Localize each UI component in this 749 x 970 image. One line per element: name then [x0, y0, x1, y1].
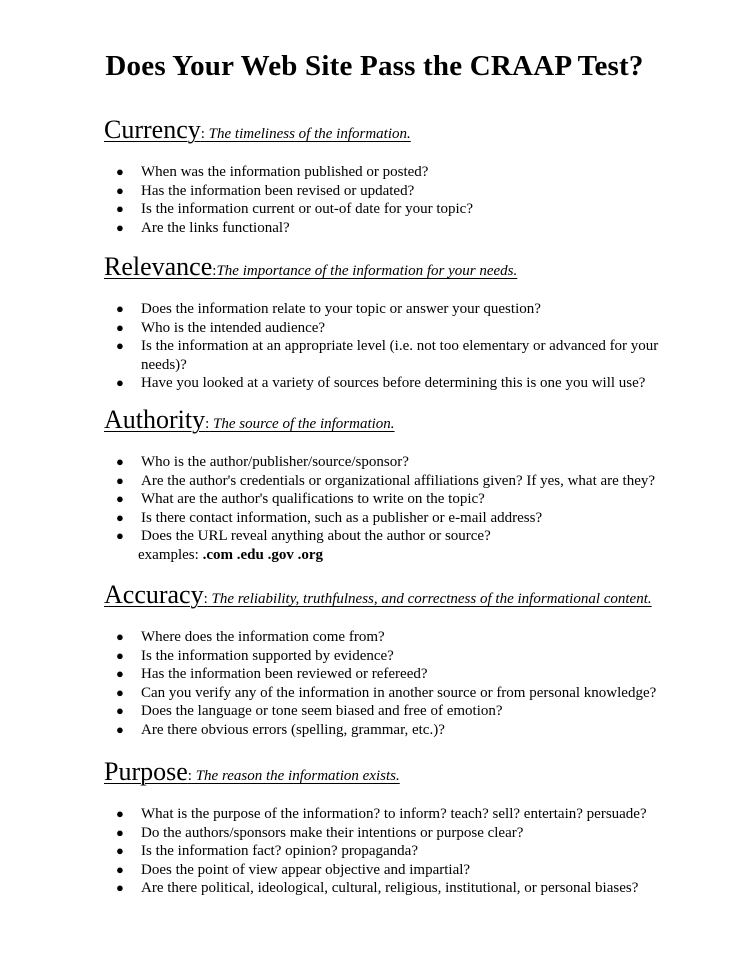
item-text: Are there political, ideological, cultural, religious, institutional, or personal biases? — [141, 880, 639, 896]
list-item — [104, 647, 684, 666]
examples-label: examples: — [138, 546, 203, 563]
bullet-icon: ● — [116, 164, 124, 179]
section-heading — [104, 115, 684, 149]
bullet-icon: ● — [116, 182, 124, 198]
bullet-icon: ● — [116, 338, 124, 353]
section-authority — [104, 405, 684, 564]
section-name: Authority — [104, 405, 206, 434]
item-text: What are the author's qualifications to write on the topic? — [141, 491, 485, 507]
list-item — [104, 319, 684, 338]
item-text: Has the information been revised or updated? — [141, 182, 415, 199]
item-text: Have you looked at a variety of sources before determining this is one you will use? — [141, 375, 646, 391]
list-item — [104, 300, 684, 319]
bullet-icon: ● — [116, 454, 124, 469]
section-name: Relevance — [104, 252, 213, 281]
section-accuracy — [104, 580, 684, 739]
item-text: Is the information current or out-of date for your topic? — [141, 201, 473, 217]
list-item — [104, 824, 684, 843]
section-description: The reason the information exists. — [191, 768, 400, 784]
list-item — [104, 879, 684, 898]
url-examples — [104, 546, 684, 565]
section-name: Currency — [104, 115, 201, 144]
examples-value: .com .edu .gov .org — [202, 546, 323, 563]
item-text: Are there obvious errors (spelling, grammar, etc.)? — [141, 721, 445, 738]
section-heading — [104, 757, 684, 791]
bullet-icon: ● — [116, 666, 124, 681]
section-separator: : — [205, 416, 210, 432]
bullet-icon: ● — [116, 880, 124, 895]
section-description: The source of the information. — [209, 416, 395, 432]
bullet-icon: ● — [116, 375, 124, 390]
page-title: Does Your Web Site Pass the CRAAP Test? — [105, 50, 644, 82]
item-text: Do the authors/sponsors make their intentions or purpose clear? — [141, 824, 524, 841]
bullet-icon: ● — [116, 843, 124, 858]
section-heading — [104, 252, 684, 286]
criteria-list — [104, 628, 684, 739]
bullet-icon: ● — [116, 301, 124, 316]
bullet-icon: ● — [116, 528, 124, 543]
criteria-list — [104, 300, 684, 393]
criteria-list — [104, 163, 684, 237]
item-text: Does the point of view appear objective and impartial? — [141, 861, 471, 878]
section-name: Purpose — [104, 757, 188, 786]
bullet-icon: ● — [116, 201, 124, 216]
list-item — [104, 337, 684, 374]
item-text: Has the information been reviewed or refereed? — [141, 666, 428, 682]
item-text: Who is the author/publisher/source/sponsor? — [141, 454, 409, 470]
bullet-icon: ● — [116, 629, 124, 644]
list-item — [104, 805, 684, 824]
section-description: The reliability, truthfulness, and correctness of the informational content. — [207, 591, 652, 607]
bullet-icon: ● — [116, 219, 124, 235]
bullet-icon: ● — [116, 721, 124, 737]
item-text: What is the purpose of the information? to inform? teach? sell? entertain? persuade? — [141, 806, 647, 822]
list-item — [104, 527, 684, 546]
section-separator: : — [187, 768, 192, 784]
bullet-icon: ● — [116, 647, 124, 663]
list-item — [104, 219, 684, 238]
bullet-icon: ● — [116, 509, 124, 525]
bullet-icon: ● — [116, 703, 124, 718]
bullet-icon: ● — [116, 319, 124, 335]
item-text: Is the information fact? opinion? propaganda? — [141, 843, 418, 859]
list-item — [104, 472, 684, 491]
section-currency — [104, 115, 684, 237]
list-item — [104, 200, 684, 219]
item-text: Where does the information come from? — [141, 629, 385, 645]
section-separator: : — [200, 126, 205, 142]
list-item — [104, 453, 684, 472]
criteria-list — [104, 805, 684, 898]
bullet-icon: ● — [116, 824, 124, 840]
item-text: Does the information relate to your topic or answer your question? — [141, 301, 541, 317]
item-text: Are the links functional? — [141, 219, 290, 236]
item-text: Who is the intended audience? — [141, 319, 326, 336]
item-text: Is the information at an appropriate level (i.e. not too elementary or advanced for your needs)? — [141, 338, 659, 373]
bullet-icon: ● — [116, 684, 124, 700]
section-name: Accuracy — [104, 580, 204, 609]
item-text: Are the author's credentials or organizational affiliations given? If yes, what are they? — [141, 472, 656, 489]
item-text: Is the information supported by evidence? — [141, 647, 394, 664]
bullet-icon: ● — [116, 806, 124, 821]
bullet-icon: ● — [116, 472, 124, 488]
list-item — [104, 861, 684, 880]
bullet-icon: ● — [116, 861, 124, 877]
list-item — [104, 842, 684, 861]
section-purpose — [104, 757, 684, 898]
section-description: The importance of the information for your needs. — [216, 263, 518, 279]
item-text: Can you verify any of the information in another source or from personal knowledge? — [141, 684, 657, 701]
bullet-icon: ● — [116, 491, 124, 506]
section-separator: : — [203, 591, 208, 607]
section-description: The timeliness of the information. — [204, 126, 411, 142]
section-separator: : — [212, 263, 217, 279]
item-text: Is there contact information, such as a publisher or e-mail address? — [141, 509, 543, 526]
list-item — [104, 182, 684, 201]
section-heading — [104, 580, 684, 614]
criteria-list — [104, 453, 684, 546]
item-text: When was the information published or posted? — [141, 164, 429, 180]
list-item — [104, 702, 684, 721]
list-item — [104, 490, 684, 509]
list-item — [104, 509, 684, 528]
list-item — [104, 721, 684, 740]
item-text: Does the URL reveal anything about the author or source? — [141, 528, 491, 544]
list-item — [104, 684, 684, 703]
section-relevance — [104, 252, 684, 393]
list-item — [104, 628, 684, 647]
list-item — [104, 163, 684, 182]
item-text: Does the language or tone seem biased and free of emotion? — [141, 703, 503, 719]
section-heading — [104, 405, 684, 439]
list-item — [104, 374, 684, 393]
list-item — [104, 665, 684, 684]
